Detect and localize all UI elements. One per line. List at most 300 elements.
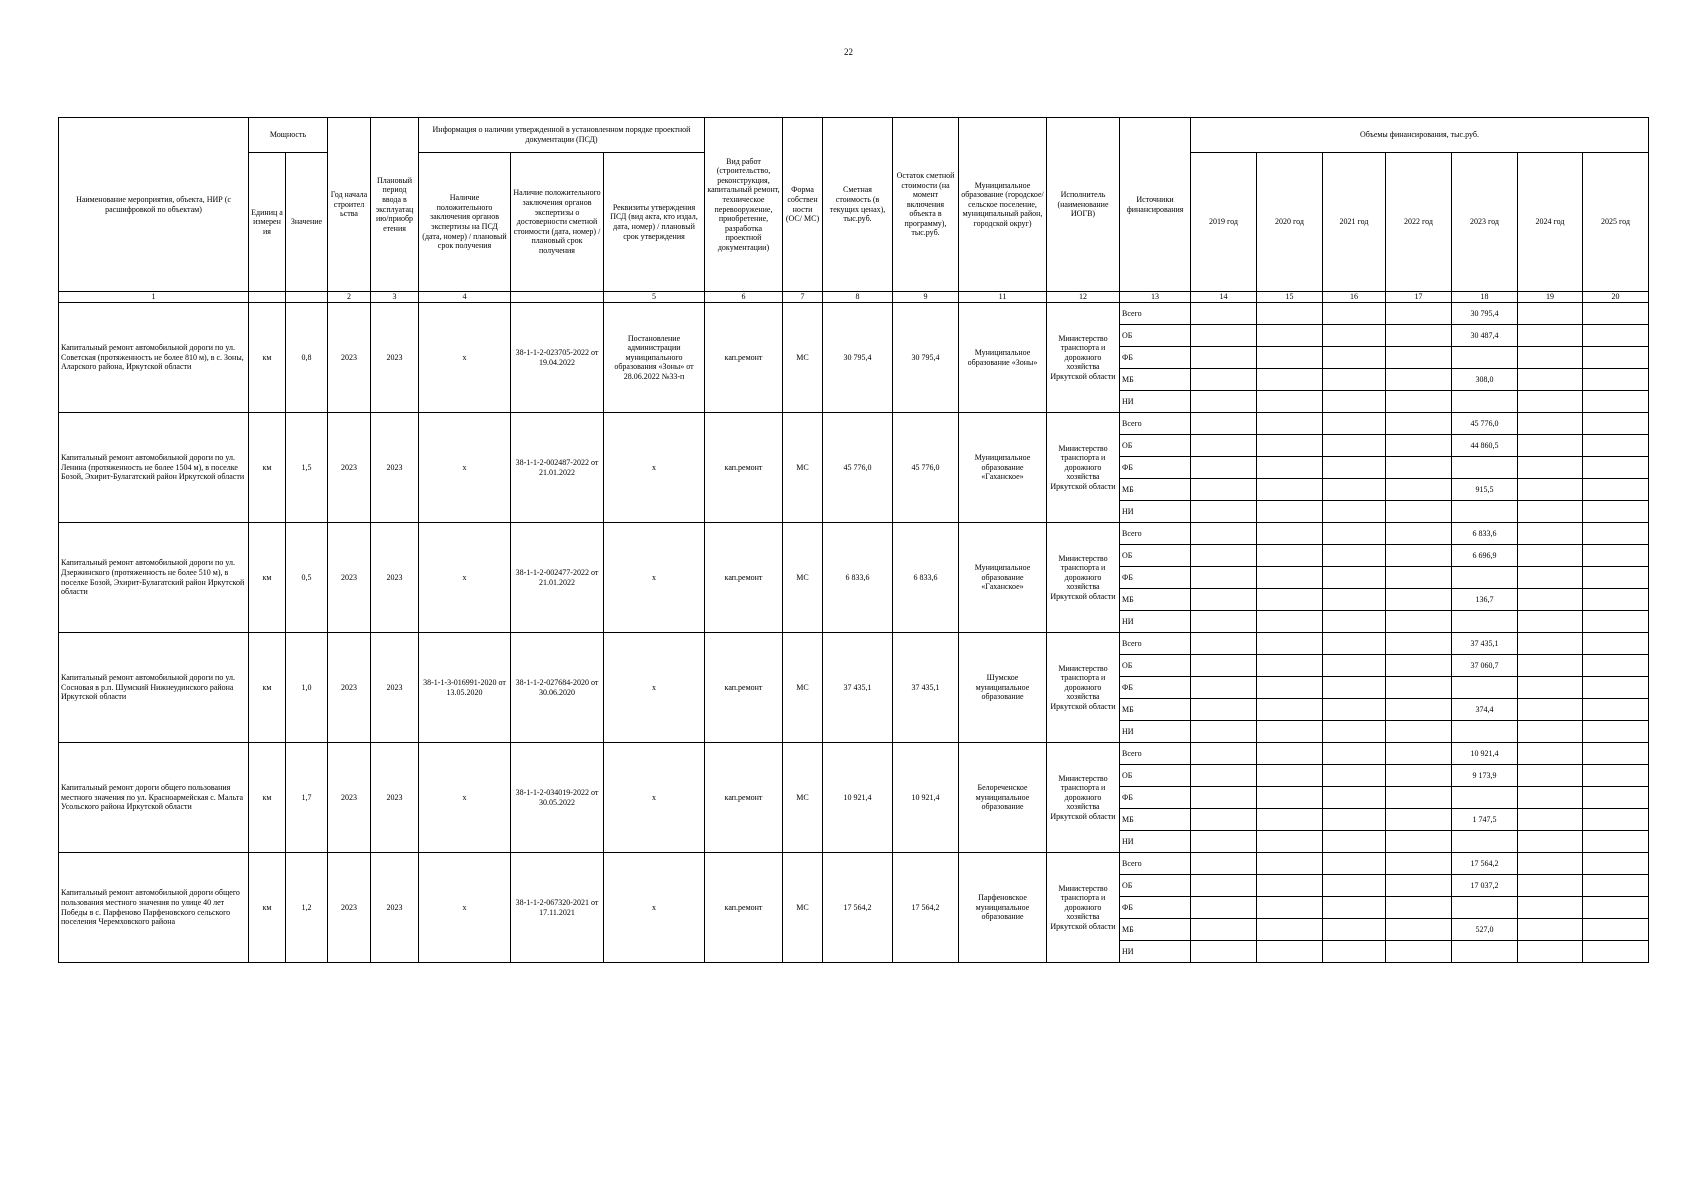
- header-remaining-cost: Остаток сметной стоимости (на момент включения объекта в программу), тыс.руб.: [893, 118, 959, 292]
- funding-cell: [1191, 831, 1257, 853]
- object-psd-expert: х: [419, 743, 511, 853]
- funding-cell: [1257, 919, 1323, 941]
- funding-cell: [1518, 853, 1583, 875]
- object-work-type: кап.ремонт: [705, 413, 783, 523]
- funding-source-label: НИ: [1120, 831, 1191, 853]
- funding-source-label: ОБ: [1120, 435, 1191, 457]
- funding-cell: [1191, 567, 1257, 589]
- funding-cell: [1257, 457, 1323, 479]
- funding-cell: [1257, 875, 1323, 897]
- funding-cell: [1191, 787, 1257, 809]
- object-name: Капитальный ремонт автомобильной дороги по ул. Сосновая в р.п. Шумский Нижнеудинского района Иркутской области: [59, 633, 249, 743]
- funding-source-label: Всего: [1120, 853, 1191, 875]
- funding-source-label: МБ: [1120, 699, 1191, 721]
- object-executor: Министерство транспорта и дорожного хозяйства Иркутской области: [1047, 853, 1120, 963]
- object-psd-approval: х: [604, 853, 705, 963]
- funding-2023-value: 10 921,4: [1452, 743, 1518, 765]
- funding-source-label: ФБ: [1120, 347, 1191, 369]
- funding-cell: [1191, 875, 1257, 897]
- funding-cell: [1257, 545, 1323, 567]
- object-cost-expert: 38-1-1-2-023705-2022 от 19.04.2022: [511, 303, 604, 413]
- funding-cell: [1323, 875, 1386, 897]
- funding-cell: [1323, 919, 1386, 941]
- column-number: 17: [1386, 292, 1452, 303]
- funding-source-label: Всего: [1120, 413, 1191, 435]
- object-remaining-cost: 6 833,6: [893, 523, 959, 633]
- funding-cell: [1323, 633, 1386, 655]
- funding-source-label: ФБ: [1120, 897, 1191, 919]
- header-unit: Единиц а измерен ия: [249, 153, 286, 292]
- object-executor: Министерство транспорта и дорожного хозяйства Иркутской области: [1047, 633, 1120, 743]
- object-municipality: Муниципальное образование «Гаханское»: [959, 413, 1047, 523]
- object-ownership: МС: [783, 633, 823, 743]
- object-remaining-cost: 30 795,4: [893, 303, 959, 413]
- funding-cell: [1191, 413, 1257, 435]
- funding-cell: [1386, 897, 1452, 919]
- funding-cell: [1257, 435, 1323, 457]
- object-estimated-cost: 45 776,0: [823, 413, 893, 523]
- column-number: [511, 292, 604, 303]
- funding-source-label: ФБ: [1120, 567, 1191, 589]
- object-psd-expert: х: [419, 523, 511, 633]
- table-row: [59, 743, 1649, 765]
- funding-cell: [1257, 897, 1323, 919]
- funding-source-label: Всего: [1120, 633, 1191, 655]
- column-number: 13: [1120, 292, 1191, 303]
- funding-cell: [1386, 567, 1452, 589]
- column-number: 11: [959, 292, 1047, 303]
- header-municipality: Муниципальное образование (городское/сельское поселение, муниципальный район, городской округ): [959, 118, 1047, 292]
- object-unit: км: [249, 413, 286, 523]
- funding-cell: [1518, 941, 1583, 963]
- object-ownership: МС: [783, 523, 823, 633]
- object-name: Капитальный ремонт автомобильной дороги по ул. Советская (протяженность не более 810 м), в с. Зоны, Аларского района, Иркутской области: [59, 303, 249, 413]
- funding-cell: [1583, 347, 1649, 369]
- funding-cell: [1583, 303, 1649, 325]
- funding-cell: [1518, 809, 1583, 831]
- object-psd-approval: х: [604, 523, 705, 633]
- funding-source-label: МБ: [1120, 369, 1191, 391]
- header-year-2023: 2023 год: [1452, 153, 1518, 292]
- funding-cell: [1191, 435, 1257, 457]
- object-municipality: Парфеновское муниципальное образование: [959, 853, 1047, 963]
- funding-cell: [1583, 501, 1649, 523]
- funding-cell: [1191, 765, 1257, 787]
- header-start-year: Год начала строител ьства: [328, 118, 371, 292]
- funding-cell: [1386, 809, 1452, 831]
- funding-cell: [1386, 633, 1452, 655]
- funding-cell: [1518, 787, 1583, 809]
- funding-cell: [1386, 721, 1452, 743]
- funding-cell: [1257, 391, 1323, 413]
- object-remaining-cost: 37 435,1: [893, 633, 959, 743]
- funding-cell: [1191, 633, 1257, 655]
- funding-source-label: ОБ: [1120, 655, 1191, 677]
- funding-cell: [1583, 325, 1649, 347]
- funding-cell: [1323, 853, 1386, 875]
- column-number: 6: [705, 292, 783, 303]
- column-number: 8: [823, 292, 893, 303]
- object-name: Капитальный ремонт автомобильной дороги по ул. Ленина (протяженность не более 1504 м), в поселке Бозой, Эхирит-Булагатский район Иркутской области: [59, 413, 249, 523]
- funding-source-label: НИ: [1120, 611, 1191, 633]
- funding-cell: [1191, 919, 1257, 941]
- object-cost-expert: 38-1-1-2-034019-2022 от 30.05.2022: [511, 743, 604, 853]
- object-length: 1,2: [286, 853, 328, 963]
- object-length: 0,5: [286, 523, 328, 633]
- funding-cell: [1257, 721, 1323, 743]
- table-row: [59, 523, 1649, 545]
- funding-cell: [1257, 677, 1323, 699]
- funding-source-label: ФБ: [1120, 457, 1191, 479]
- table-row: [59, 303, 1649, 325]
- funding-cell: [1323, 699, 1386, 721]
- funding-cell: [1257, 853, 1323, 875]
- funding-cell: [1191, 589, 1257, 611]
- funding-cell: [1257, 611, 1323, 633]
- funding-cell: [1518, 325, 1583, 347]
- funding-cell: [1583, 809, 1649, 831]
- funding-cell: [1583, 589, 1649, 611]
- funding-cell: [1257, 523, 1323, 545]
- funding-cell: [1257, 589, 1323, 611]
- object-plan-period: 2023: [371, 853, 419, 963]
- object-municipality: Муниципальное образование «Зоны»: [959, 303, 1047, 413]
- object-plan-period: 2023: [371, 523, 419, 633]
- object-name: Капитальный ремонт дороги общего пользования местного значения по ул. Красноармейская с. Мальта Усольского района Иркутской области: [59, 743, 249, 853]
- funding-cell: [1518, 435, 1583, 457]
- funding-cell: [1257, 809, 1323, 831]
- funding-2023-value: [1452, 941, 1518, 963]
- funding-cell: [1191, 677, 1257, 699]
- funding-cell: [1323, 523, 1386, 545]
- object-psd-expert: х: [419, 413, 511, 523]
- object-estimated-cost: 30 795,4: [823, 303, 893, 413]
- header-capacity: Мощность: [249, 118, 328, 153]
- header-year-2024: 2024 год: [1518, 153, 1583, 292]
- funding-2023-value: 45 776,0: [1452, 413, 1518, 435]
- funding-cell: [1257, 633, 1323, 655]
- object-cost-expert: 38-1-1-2-067320-2021 от 17.11.2021: [511, 853, 604, 963]
- funding-cell: [1386, 743, 1452, 765]
- funding-cell: [1257, 479, 1323, 501]
- funding-2023-value: 37 435,1: [1452, 633, 1518, 655]
- funding-cell: [1386, 699, 1452, 721]
- funding-source-label: Всего: [1120, 743, 1191, 765]
- funding-2023-value: [1452, 677, 1518, 699]
- object-ownership: МС: [783, 303, 823, 413]
- funding-cell: [1583, 765, 1649, 787]
- funding-cell: [1583, 721, 1649, 743]
- object-unit: км: [249, 633, 286, 743]
- funding-2023-value: 17 564,2: [1452, 853, 1518, 875]
- column-number: 19: [1518, 292, 1583, 303]
- funding-cell: [1518, 677, 1583, 699]
- funding-2023-value: [1452, 347, 1518, 369]
- object-municipality: Белореченское муниципальное образование: [959, 743, 1047, 853]
- object-plan-period: 2023: [371, 413, 419, 523]
- funding-cell: [1323, 545, 1386, 567]
- funding-cell: [1257, 567, 1323, 589]
- object-unit: км: [249, 523, 286, 633]
- object-executor: Министерство транспорта и дорожного хозяйства Иркутской области: [1047, 413, 1120, 523]
- funding-cell: [1386, 941, 1452, 963]
- column-number: 20: [1583, 292, 1649, 303]
- column-number: 3: [371, 292, 419, 303]
- funding-source-label: ОБ: [1120, 545, 1191, 567]
- object-unit: км: [249, 303, 286, 413]
- funding-cell: [1518, 721, 1583, 743]
- funding-cell: [1257, 413, 1323, 435]
- header-funding: Объемы финансирования, тыс.руб.: [1191, 118, 1649, 153]
- column-number: 16: [1323, 292, 1386, 303]
- funding-cell: [1386, 677, 1452, 699]
- header-ownership: Форма собствен ности (ОС/ МС): [783, 118, 823, 292]
- funding-cell: [1191, 897, 1257, 919]
- funding-cell: [1583, 677, 1649, 699]
- object-executor: Министерство транспорта и дорожного хозяйства Иркутской области: [1047, 303, 1120, 413]
- funding-cell: [1257, 655, 1323, 677]
- header-psd-expert: Наличие положительного заключения органов экспертизы на ПСД (дата, номер) / плановый срок получения: [419, 153, 511, 292]
- funding-cell: [1583, 567, 1649, 589]
- funding-2023-value: [1452, 611, 1518, 633]
- funding-source-label: НИ: [1120, 721, 1191, 743]
- funding-cell: [1323, 457, 1386, 479]
- funding-2023-value: 915,5: [1452, 479, 1518, 501]
- funding-cell: [1191, 699, 1257, 721]
- funding-cell: [1323, 831, 1386, 853]
- funding-cell: [1257, 369, 1323, 391]
- funding-cell: [1518, 391, 1583, 413]
- funding-cell: [1583, 479, 1649, 501]
- column-number: 9: [893, 292, 959, 303]
- funding-cell: [1323, 479, 1386, 501]
- funding-cell: [1583, 391, 1649, 413]
- funding-cell: [1323, 655, 1386, 677]
- funding-source-label: НИ: [1120, 501, 1191, 523]
- object-unit: км: [249, 743, 286, 853]
- header-year-2022: 2022 год: [1386, 153, 1452, 292]
- funding-source-label: НИ: [1120, 941, 1191, 963]
- object-psd-expert: х: [419, 303, 511, 413]
- funding-cell: [1518, 699, 1583, 721]
- funding-cell: [1583, 831, 1649, 853]
- funding-2023-value: [1452, 897, 1518, 919]
- funding-cell: [1518, 919, 1583, 941]
- funding-cell: [1386, 347, 1452, 369]
- funding-2023-value: [1452, 501, 1518, 523]
- funding-cell: [1518, 347, 1583, 369]
- object-name: Капитальный ремонт автомобильной дороги по ул. Дзержинского (протяженность не более 510 м), в поселке Бозой, Эхирит-Булагатский район Иркутской области: [59, 523, 249, 633]
- funding-2023-value: 44 860,5: [1452, 435, 1518, 457]
- column-number: 12: [1047, 292, 1120, 303]
- funding-cell: [1257, 743, 1323, 765]
- funding-cell: [1323, 721, 1386, 743]
- funding-source-label: ФБ: [1120, 677, 1191, 699]
- funding-cell: [1583, 545, 1649, 567]
- header-psd-approval: Реквизиты утверждения ПСД (вид акта, кто издал, дата, номер) / плановый срок утверждения: [604, 153, 705, 292]
- funding-2023-value: [1452, 831, 1518, 853]
- funding-cell: [1583, 919, 1649, 941]
- funding-cell: [1323, 435, 1386, 457]
- funding-cell: [1386, 655, 1452, 677]
- funding-cell: [1191, 809, 1257, 831]
- object-estimated-cost: 37 435,1: [823, 633, 893, 743]
- object-work-type: кап.ремонт: [705, 523, 783, 633]
- object-cost-expert: 38-1-1-2-002487-2022 от 21.01.2022: [511, 413, 604, 523]
- funding-cell: [1191, 479, 1257, 501]
- funding-cell: [1518, 831, 1583, 853]
- funding-cell: [1583, 699, 1649, 721]
- funding-source-label: ОБ: [1120, 325, 1191, 347]
- object-psd-approval: х: [604, 633, 705, 743]
- funding-2023-value: [1452, 457, 1518, 479]
- object-cost-expert: 38-1-1-2-027684-2020 от 30.06.2020: [511, 633, 604, 743]
- page-number: 22: [844, 47, 853, 57]
- funding-cell: [1386, 391, 1452, 413]
- funding-source-label: ОБ: [1120, 875, 1191, 897]
- funding-2023-value: 527,0: [1452, 919, 1518, 941]
- funding-cell: [1191, 743, 1257, 765]
- funding-cell: [1386, 413, 1452, 435]
- funding-cell: [1583, 523, 1649, 545]
- object-estimated-cost: 10 921,4: [823, 743, 893, 853]
- funding-cell: [1386, 919, 1452, 941]
- funding-cell: [1323, 765, 1386, 787]
- column-number: 2: [328, 292, 371, 303]
- funding-cell: [1386, 787, 1452, 809]
- funding-cell: [1386, 875, 1452, 897]
- funding-cell: [1518, 765, 1583, 787]
- object-psd-approval: х: [604, 743, 705, 853]
- object-work-type: кап.ремонт: [705, 303, 783, 413]
- table-row: [59, 853, 1649, 875]
- funding-source-label: ОБ: [1120, 765, 1191, 787]
- object-remaining-cost: 10 921,4: [893, 743, 959, 853]
- object-remaining-cost: 17 564,2: [893, 853, 959, 963]
- object-start-year: 2023: [328, 303, 371, 413]
- object-plan-period: 2023: [371, 743, 419, 853]
- funding-2023-value: [1452, 567, 1518, 589]
- object-estimated-cost: 6 833,6: [823, 523, 893, 633]
- funding-source-label: МБ: [1120, 479, 1191, 501]
- funding-cell: [1386, 435, 1452, 457]
- object-start-year: 2023: [328, 413, 371, 523]
- funding-cell: [1257, 303, 1323, 325]
- object-ownership: МС: [783, 413, 823, 523]
- header-sources: Источники финансирования: [1120, 118, 1191, 292]
- header-estimated-cost: Сметная стоимость (в текущих ценах), тыс.руб.: [823, 118, 893, 292]
- object-length: 0,8: [286, 303, 328, 413]
- funding-2023-value: [1452, 721, 1518, 743]
- funding-cell: [1518, 611, 1583, 633]
- header-executor: Исполнитель (наименование ИОГВ): [1047, 118, 1120, 292]
- funding-cell: [1518, 743, 1583, 765]
- funding-cell: [1257, 831, 1323, 853]
- object-start-year: 2023: [328, 853, 371, 963]
- column-number: 7: [783, 292, 823, 303]
- funding-cell: [1386, 325, 1452, 347]
- funding-cell: [1191, 611, 1257, 633]
- header-work-type: Вид работ (строительство, реконструкция, капитальный ремонт, техническое перевооружение, приобретение, разработка проектной документации): [705, 118, 783, 292]
- header-psd-info: Информация о наличии утвержденной в установленном порядке проектной документации (ПСД): [419, 118, 705, 153]
- object-plan-period: 2023: [371, 633, 419, 743]
- funding-cell: [1323, 501, 1386, 523]
- column-number: 5: [604, 292, 705, 303]
- funding-cell: [1518, 875, 1583, 897]
- funding-source-label: МБ: [1120, 919, 1191, 941]
- object-start-year: 2023: [328, 743, 371, 853]
- header-plan-period: Плановый период ввода в эксплуатац ию/приобр етения: [371, 118, 419, 292]
- funding-cell: [1583, 457, 1649, 479]
- funding-2023-value: 374,4: [1452, 699, 1518, 721]
- funding-cell: [1191, 501, 1257, 523]
- funding-cell: [1518, 655, 1583, 677]
- funding-cell: [1583, 897, 1649, 919]
- funding-2023-value: 308,0: [1452, 369, 1518, 391]
- funding-cell: [1583, 369, 1649, 391]
- funding-cell: [1323, 303, 1386, 325]
- funding-cell: [1257, 501, 1323, 523]
- column-number: 14: [1191, 292, 1257, 303]
- object-work-type: кап.ремонт: [705, 853, 783, 963]
- object-municipality: Шумское муниципальное образование: [959, 633, 1047, 743]
- funding-source-label: Всего: [1120, 523, 1191, 545]
- funding-cell: [1323, 413, 1386, 435]
- table-row: [59, 633, 1649, 655]
- funding-cell: [1191, 457, 1257, 479]
- column-number: 4: [419, 292, 511, 303]
- funding-2023-value: 6 696,9: [1452, 545, 1518, 567]
- object-executor: Министерство транспорта и дорожного хозяйства Иркутской области: [1047, 743, 1120, 853]
- column-number: [286, 292, 328, 303]
- object-start-year: 2023: [328, 523, 371, 633]
- header-name: Наименование мероприятия, объекта, НИР (с расшифровкой по объектам): [59, 118, 249, 292]
- funding-cell: [1323, 787, 1386, 809]
- funding-cell: [1386, 369, 1452, 391]
- funding-cell: [1257, 765, 1323, 787]
- funding-2023-value: 37 060,7: [1452, 655, 1518, 677]
- funding-cell: [1386, 501, 1452, 523]
- object-ownership: МС: [783, 743, 823, 853]
- funding-cell: [1323, 347, 1386, 369]
- funding-source-label: МБ: [1120, 809, 1191, 831]
- object-length: 1,0: [286, 633, 328, 743]
- funding-cell: [1323, 677, 1386, 699]
- funding-cell: [1518, 369, 1583, 391]
- object-work-type: кап.ремонт: [705, 633, 783, 743]
- funding-source-label: НИ: [1120, 391, 1191, 413]
- funding-cell: [1191, 721, 1257, 743]
- funding-cell: [1518, 545, 1583, 567]
- object-psd-expert: х: [419, 853, 511, 963]
- funding-cell: [1257, 787, 1323, 809]
- column-number: 15: [1257, 292, 1323, 303]
- column-number: 1: [59, 292, 249, 303]
- funding-2023-value: 17 037,2: [1452, 875, 1518, 897]
- funding-cell: [1386, 765, 1452, 787]
- funding-cell: [1386, 831, 1452, 853]
- funding-cell: [1518, 501, 1583, 523]
- funding-source-label: МБ: [1120, 589, 1191, 611]
- funding-cell: [1518, 413, 1583, 435]
- funding-source-label: Всего: [1120, 303, 1191, 325]
- funding-2023-value: 30 487,4: [1452, 325, 1518, 347]
- object-plan-period: 2023: [371, 303, 419, 413]
- funding-cell: [1191, 391, 1257, 413]
- header-year-2019: 2019 год: [1191, 153, 1257, 292]
- object-municipality: Муниципальное образование «Гаханское»: [959, 523, 1047, 633]
- funding-cell: [1518, 523, 1583, 545]
